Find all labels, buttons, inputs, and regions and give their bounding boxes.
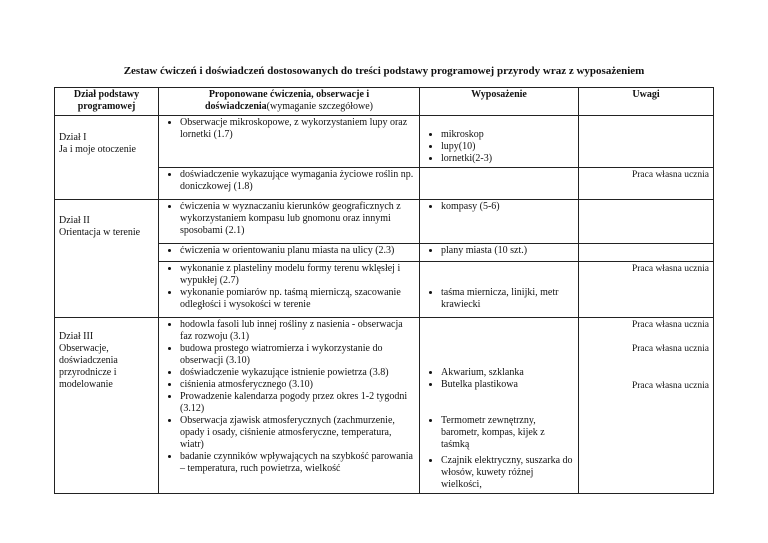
uwagi-cell (579, 200, 714, 244)
wyposazenie-cell (420, 262, 579, 318)
list-item: • wykonanie z plasteliny modelu formy terenu wklęsłej i wypukłej (2.7) (180, 263, 415, 287)
cwiczenia-cell (159, 200, 420, 244)
wyposazenie-cell (420, 318, 579, 494)
list-item: • lornetki(2-3) (441, 153, 574, 165)
dzial-1-sub: Ja i moje otoczenie (59, 144, 136, 155)
document-title: Zestaw ćwiczeń i doświadczeń dostosowanych do treści podstawy programowej przyrody wraz z wyposażeniem (123, 65, 645, 77)
cwiczenia-cell (159, 116, 420, 168)
dzial-3-sub: Obserwacje, doświadczenia przyrodnicze i modelowanie (59, 343, 118, 390)
list-item: • lupy(10) (441, 141, 574, 153)
header-cwiczenia (159, 88, 420, 116)
uwagi-cell (579, 244, 714, 262)
table-row (55, 200, 714, 244)
table-row (55, 116, 714, 168)
table-header-row (55, 88, 714, 116)
wyposazenie-cell (420, 200, 579, 244)
uwagi-cell: Praca własna ucznia (579, 262, 714, 318)
cwiczenia-cell (159, 318, 420, 494)
list-item: • kompasy (5-6) (441, 201, 574, 213)
list-item: • Obserwacja zjawisk atmosferycznych (zachmurzenie, opady i osady, ciśnienie atmosferyczne, temperatura, wiatr) (180, 415, 415, 451)
list-item: • hodowla fasoli lub innej rośliny z nasienia - obserwacja faz rozwoju (3.1) (180, 319, 415, 343)
list-item: • ćwiczenia w wyznaczaniu kierunków geograficznych z wykorzystaniem kompasu lub gnomonu oraz innymi sposobami (2.1) (180, 201, 415, 237)
wyposazenie-cell (420, 168, 579, 200)
dzial-1-cell (55, 116, 159, 200)
uwagi-cell: Praca własna ucznia (579, 168, 714, 200)
uwagi-note: Praca własna ucznia (631, 344, 709, 354)
list-item: • badanie czynników wpływających na szybkość parowania – temperatura, ruch powietrza, wielkość (180, 451, 415, 475)
list-item: • ćwiczenia w orientowaniu planu miasta na ulicy (2.3) (180, 245, 415, 257)
header-wyposazenie: Wyposażenie (420, 88, 579, 116)
wyposazenie-cell (420, 116, 579, 168)
list-item: • taśma miernicza, linijki, metr krawiecki (441, 287, 574, 311)
equipment-table (54, 87, 714, 494)
uwagi-cell (579, 318, 714, 494)
header-cwiczenia-main: Proponowane ćwiczenia, obserwacje i doświadczenia (204, 89, 370, 112)
header-uwagi: Uwagi (579, 88, 714, 116)
dzial-2-cell (55, 200, 159, 318)
uwagi-note: Praca własna ucznia (631, 381, 709, 391)
header-cwiczenia-note: (wymaganie szczegółowe) (266, 101, 373, 112)
list-item: • Termometr zewnętrzny, barometr, kompas, kijek z taśmką (441, 415, 574, 451)
list-item: • doświadczenie wykazujące istnienie powietrza (3.8) (180, 367, 415, 379)
list-item: • wykonanie pomiarów np. taśmą mierniczą, szacowanie odległości i wysokości w terenie (180, 287, 415, 311)
dzial-2-sub: Orientacja w terenie (59, 227, 141, 238)
header-dzial: Dział podstawy programowej (55, 88, 159, 116)
list-item: • doświadczenie wykazujące wymagania życiowe roślin np. doniczkowej (1.8) (180, 169, 415, 193)
cwiczenia-cell (159, 244, 420, 262)
dzial-3-cell (55, 318, 159, 494)
cwiczenia-cell (159, 168, 420, 200)
list-item: • Butelka plastikowa (441, 379, 574, 391)
uwagi-note: Praca własna ucznia (631, 320, 709, 330)
list-item: • Czajnik elektryczny, suszarka do włosów, kuwety różnej wielkości, (441, 455, 574, 491)
wyposazenie-cell (420, 244, 579, 262)
cwiczenia-cell (159, 262, 420, 318)
list-item: • Obserwacje mikroskopowe, z wykorzystaniem lupy oraz lornetki (1.7) (180, 117, 415, 141)
list-item: • Prowadzenie kalendarza pogody przez okres 1-2 tygodni (3.12) (180, 391, 415, 415)
list-item: • Akwarium, szklanka (441, 367, 574, 379)
dzial-2-name: Dział II (59, 215, 90, 226)
list-item: • ciśnienia atmosferycznego (3.10) (180, 379, 415, 391)
table-row (55, 318, 714, 494)
list-item: • mikroskop (441, 129, 574, 141)
list-item: • plany miasta (10 szt.) (441, 245, 574, 257)
list-item: • budowa prostego wiatromierza i wykorzystanie do obserwacji (3.10) (180, 343, 415, 367)
dzial-1-name: Dział I (59, 132, 87, 143)
dzial-3-name: Dział III (59, 331, 94, 342)
uwagi-cell (579, 116, 714, 168)
